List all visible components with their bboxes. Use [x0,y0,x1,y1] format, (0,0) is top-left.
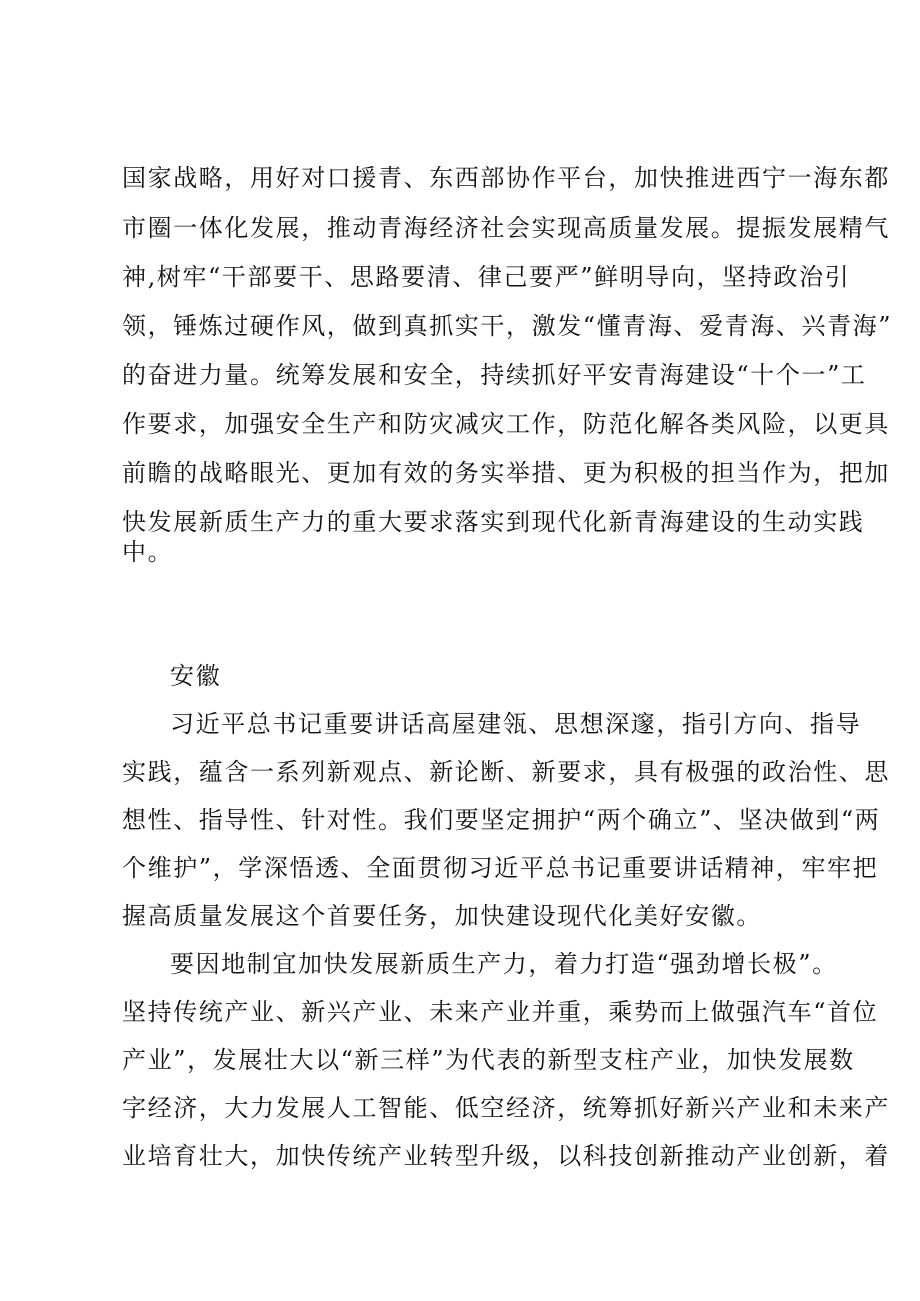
paragraph-line: 坚持传统产业、新兴产业、未来产业并重，乘势而上做强汽车“首位 [122,998,879,1026]
paragraph-line: 神,树牢“干部要干、思路要清、律己要严”鲜明导向，坚持政治引 [122,263,851,291]
paragraph-line: 业培育壮大，加快传统产业转型升级，以科技创新推动产业创新，着 [122,1142,890,1170]
paragraph-line: 领，锤炼过硬作风，做到真抓实干，激发“懂青海、爱青海、兴青海” [122,312,893,340]
paragraph-line: 字经济，大力发展人工智能、低空经济，统筹抓好新兴产业和未来产 [122,1094,890,1122]
paragraph-line: 产业”，发展壮大以“新三样”为代表的新型支柱产业，加快发展数 [122,1046,855,1074]
paragraph-line: 习近平总书记重要讲话高屋建瓴、思想深邃，指引方向、指导 [170,710,862,738]
paragraph-line: 的奋进力量。统筹发展和安全，持续抓好平安青海建设“十个一”工 [122,361,867,389]
paragraph-line: 快发展新质生产力的重大要求落实到现代化新青海建设的生动实践 [122,508,865,536]
paragraph-line: 个维护”，学深悟透、全面贯彻习近平总书记重要讲话精神，牢牢把 [122,854,879,882]
paragraph-line: 握高质量发展这个首要任务，加快建设现代化美好安徽。 [122,902,762,930]
paragraph-line: 国家战略，用好对口援青、东西部协作平台，加快推进西宁一海东都 [122,164,890,192]
paragraph-line: 想性、指导性、针对性。我们要坚定拥护“两个确立”、坚决做到“两 [122,806,881,834]
paragraph-line: 中。 [122,538,174,566]
paragraph-line: 市圈一体化发展，推动青海经济社会实现高质量发展。提振发展精气 [122,214,890,242]
paragraph-line: 实践，蕴含一系列新观点、新论断、新要求，具有极强的政治性、思 [122,758,890,786]
paragraph-line: 作要求，加强安全生产和防灾减灾工作，防范化解各类风险，以更具 [122,410,890,438]
paragraph-line: 要因地制宜加快发展新质生产力，着力打造“强劲增长极”。 [170,950,838,978]
paragraph-line: 前瞻的战略眼光、更加有效的务实举措、更为积极的担当作为，把加 [122,459,890,487]
section-heading: 安徽 [170,662,222,690]
